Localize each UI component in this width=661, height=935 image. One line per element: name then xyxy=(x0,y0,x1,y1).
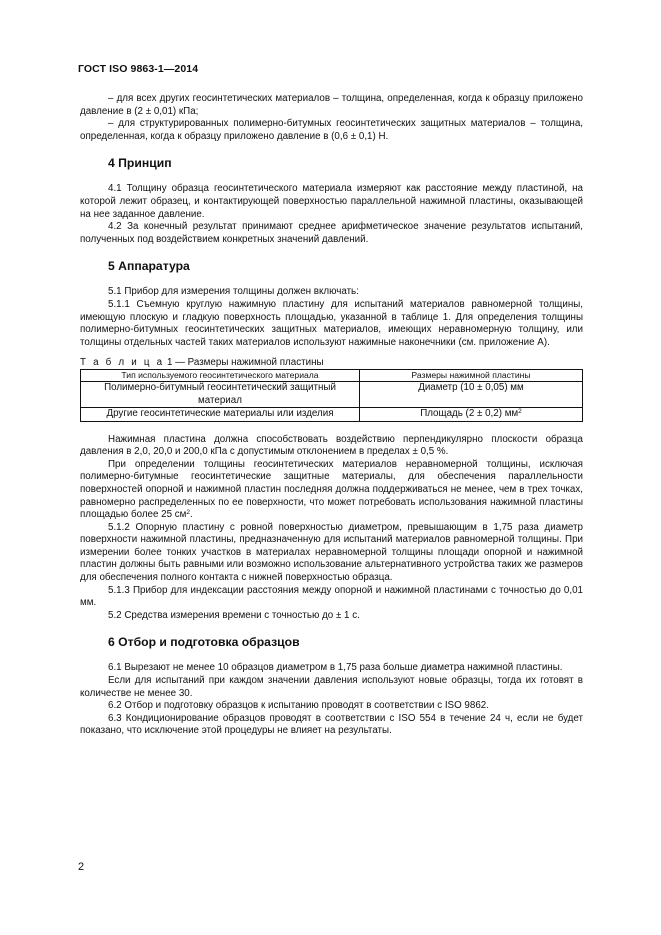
intro-paragraph-2: – для структурированных полимерно-битумных геосинтетических защитных материалов – толщина, определенная, когда к образцу приложено давление в (0,6 ± 0,1) Н. xyxy=(80,118,583,142)
table-cell-dimension-text: Площадь (2 ± 0,2) мм xyxy=(420,408,519,420)
table-cell-material: Полимерно-битумный геосинтетический защитный материал xyxy=(81,382,360,408)
section-5-paragraph-4-end: . xyxy=(190,509,193,521)
superscript: 2 xyxy=(518,408,522,416)
section-5-paragraph-6: 5.1.3 Прибор для индексации расстояния между опорной и нажимной пластинами с точностью до 0,01 мм. xyxy=(80,584,583,609)
table-row xyxy=(81,408,583,421)
section-5-title: 5 Аппаратура xyxy=(108,259,190,274)
page-content xyxy=(80,93,583,738)
section-5-paragraph-5: 5.1.2 Опорную пластину с ровной поверхностью диаметром, превышающим в 1,75 раза диаметр поверхности нажимной пластины, предназначенную для испытаний материалов равномерной толщины. При измерении более тонких участков в материалах неравномерной толщины площади опорной и нажимной пластин должны быть равными или возможно использование альтернативного устройства таких же размеров для обеспечения полного контакта с нижней поверхностью образца. xyxy=(80,521,583,584)
section-5-paragraph-1: 5.1 Прибор для измерения толщины должен включать: xyxy=(108,286,359,298)
superscript: 2 xyxy=(186,509,191,517)
table-caption xyxy=(80,357,583,369)
table-header-material-type: Тип используемого геосинтетического материала xyxy=(81,370,360,382)
section-6-paragraph-2: Если для испытаний при каждом значении давления используют новые образцы, тогда их готовят в количестве не менее 30. xyxy=(80,675,583,699)
table-cell-dimension xyxy=(360,408,583,421)
section-4-paragraph-2: 4.2 За конечный результат принимают среднее арифметическое значение результатов испытаний, полученных под воздействием конкретных значений давлений. xyxy=(80,221,583,245)
table-header-row xyxy=(81,370,583,382)
intro-paragraph-1: – для всех других геосинтетических материалов – толщина, определенная, когда к образцу приложено давление в (2 ± 0,01) кПа; xyxy=(80,93,583,117)
section-5-paragraph-4-text: При определении толщины геосинтетических материалов неравномерной толщины, исключая полимерно-битумные геосинтетические защитные материалы, для обеспечения параллельности поверхностей опорной и нажимной пластин последняя должна поддерживаться не менее, чем в трех точках, равномерно распределенных по ее поверхности, что может потребовать использования нажимной пластины площадью более 25 см xyxy=(80,458,583,521)
section-6-paragraph-4: 6.3 Кондиционирование образцов проводят в соответствии с ISO 554 в течение 24 ч, если не будет показано, что исключение этой процедуры не влияет на результаты. xyxy=(80,712,583,737)
section-6-paragraph-1: 6.1 Вырезают не менее 10 образцов диаметром в 1,75 раза больше диаметра нажимной пластины. xyxy=(108,662,563,674)
page-number: 2 xyxy=(78,861,85,873)
section-6-title: 6 Отбор и подготовка образцов xyxy=(108,635,300,650)
plate-dimensions-table xyxy=(80,369,583,421)
table-caption-prefix: Т а б л и ц а xyxy=(80,357,165,369)
section-5-paragraph-3: Нажимная пластина должна способствовать воздействию перпендикулярно плоскости образца давления в 2,0, 20,0 и 200,0 кПа с допустимым отклонением в пределах ± 0,5 %. xyxy=(80,433,583,458)
section-4-paragraph-1: 4.1 Толщину образца геосинтетического материала измеряют как расстояние между пластиной, на которой лежит образец, и контактирующей поверхностью параллельной нажимной пластины, оказывающей на нее заданное давление. xyxy=(80,183,583,220)
table-cell-dimension: Диаметр (10 ± 0,05) мм xyxy=(360,382,583,408)
table-caption-text: 1 — Размеры нажимной пластины xyxy=(164,357,324,369)
table-cell-material: Другие геосинтетические материалы или изделия xyxy=(81,408,360,421)
document-id: ГОСТ ISO 9863-1—2014 xyxy=(78,63,199,75)
table-header-plate-dimensions: Размеры нажимной пластины xyxy=(360,370,583,382)
section-5-paragraph-7: 5.2 Средства измерения времени с точностью до ± 1 с. xyxy=(108,609,360,621)
section-4-title: 4 Принцип xyxy=(108,156,172,171)
section-5-paragraph-2: 5.1.1 Съемную круглую нажимную пластину для испытаний материалов равномерной толщины, имеющую плоскую и гладкую поверхность площадью, указанной в таблице 1. Для определения толщины полимерно-битумных геосинтетических защитных материалов, имеющих неравномерную толщину, или толщины отдельных частей таких материалов используют нажимные наконечники (см. приложение А). xyxy=(80,298,583,348)
table-row xyxy=(81,382,583,408)
section-5-paragraph-4 xyxy=(80,459,583,522)
section-6-paragraph-3: 6.2 Отбор и подготовку образцов к испытанию проводят в соответствии с ISO 9862. xyxy=(108,700,489,712)
